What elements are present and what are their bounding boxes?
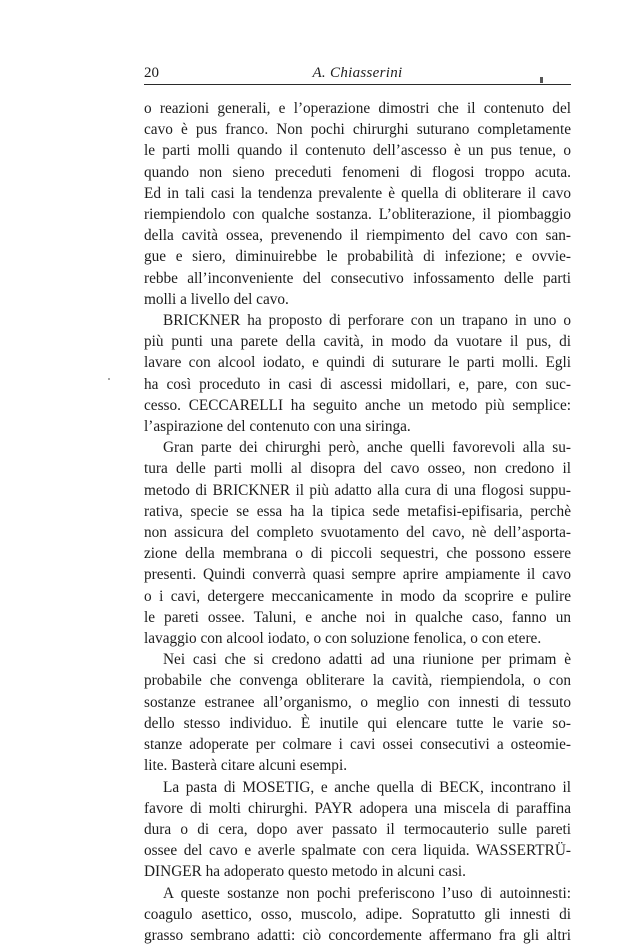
text-line: rebbe all’inconveniente del consecutivo infossamento delle parti (144, 269, 571, 287)
paragraph (144, 310, 571, 437)
text-line: dura o di cera, dopo aver passato il termocauterio sulle pareti (144, 820, 571, 838)
text-line: cavo è pus franco. Non pochi chirurghi suturano completamente (144, 121, 571, 139)
text-line: lavaggio con alcool iodato, o con soluzione fenolica, o con etere. (144, 630, 542, 648)
text-line: probabile che convenga obliterare la cavità, riempiendola, o con (144, 672, 571, 690)
text-line: coagulo asettico, osso, muscolo, adipe. Sopratutto gli innesti di (144, 905, 571, 923)
text-line: ha così proceduto in casi di ascessi midollari, e, pare, con suc- (144, 375, 571, 393)
text-line: lavare con alcool iodato, e quindi di suturare le parti molli. Egli (144, 354, 571, 372)
text-line: cesso. CECCARELLI ha seguito anche un metodo più semplice: (144, 396, 571, 414)
text-line: sostanze estranee all’organismo, o meglio con innesti di tessuto (144, 693, 571, 711)
text-line: ossee del cavo e averle spalmate con cera liquida. WASSERTRÜ- (144, 842, 571, 860)
text-line: l’aspirazione del contenuto con una siringa. (144, 418, 411, 436)
margin-speck (108, 378, 110, 380)
text-line: BRICKNER ha proposto di perforare con un trapano in uno o (163, 312, 571, 330)
page-number: 20 (144, 65, 159, 81)
text-line: DINGER ha adoperato questo metodo in alcuni casi. (144, 863, 466, 881)
text-line: favore di molti chirurghi. PAYR adopera una miscela di paraffina (144, 799, 571, 817)
text-line: metodo di BRICKNER il più adatto alla cura di una flogosi suppu- (144, 481, 571, 499)
text-line: le pareti ossee. Taluni, e anche noi in qualche caso, fanno un (144, 608, 571, 626)
paragraph (144, 437, 571, 649)
text-line: non assicura del completo svuotamento del cavo, nè dell’asporta- (144, 524, 571, 542)
paragraph (144, 649, 571, 776)
text-line: rativa, specie se essa ha la tipica sede metafisi-epifisaria, perchè (144, 502, 571, 520)
text-line: La pasta di MOSETIG, e anche quella di BECK, incontrano il (163, 778, 571, 796)
text-line: A queste sostanze non pochi preferiscono l’uso di autoinnesti: (163, 884, 571, 902)
text-line: della cavità ossea, prevenendo il riempimento del cavo con san- (144, 227, 571, 245)
paragraph (144, 98, 571, 310)
text-line: Ed in tali casi la tendenza prevalente è quella di obliterare il cavo (144, 184, 571, 202)
text-line: zione della membrana o di piccoli sequestri, che possono essere (144, 545, 571, 563)
text-line: più punti una parete della cavità, in modo da vuotare il pus, di (144, 333, 571, 351)
running-head: A. Chiasserini (312, 65, 403, 81)
text-line: riempiendolo con qualche sostanza. L’obliterazione, il piombaggio (144, 206, 571, 224)
text-line: gue e siero, diminuirebbe le probabilità di infezione; e ovvie- (144, 248, 571, 266)
page-header (144, 64, 571, 85)
text-line: stanze adoperate per colmare i cavi ossei consecutivi a osteomie- (144, 736, 571, 754)
text-line: tura delle parti molli al disopra del cavo osseo, non credono il (144, 460, 571, 478)
header-rule-mark (540, 77, 543, 83)
text-line: o i cavi, detergere meccanicamente in modo da scoprire e pulire (144, 587, 571, 605)
text-line: dello stesso individuo. È inutile qui elencare tutte le varie so- (144, 714, 571, 732)
paragraph (144, 777, 571, 883)
text-line: molli a livello del cavo. (144, 290, 289, 308)
text-line: grasso sembrano adatti: ciò concordemente affermano fra gli altri (144, 926, 571, 944)
text-line: quando non sieno preceduti fenomeni di flogosi troppo acuta. (144, 163, 571, 181)
body-text (144, 98, 571, 946)
text-line: Nei casi che si credono adatti ad una riunione per primam è (163, 651, 571, 669)
text-line: lite. Basterà citare alcuni esempi. (144, 757, 348, 775)
text-line: le parti molli quando il contenuto dell’ascesso è un pus tenue, o (144, 142, 571, 160)
paragraph (144, 883, 571, 946)
text-line: Gran parte dei chirurghi però, anche quelli favorevoli alla su- (163, 439, 571, 457)
text-line: o reazioni generali, e l’operazione dimostri che il contenuto del (144, 100, 571, 117)
text-line: presenti. Quindi converrà quasi sempre aprire ampiamente il cavo (144, 566, 571, 584)
